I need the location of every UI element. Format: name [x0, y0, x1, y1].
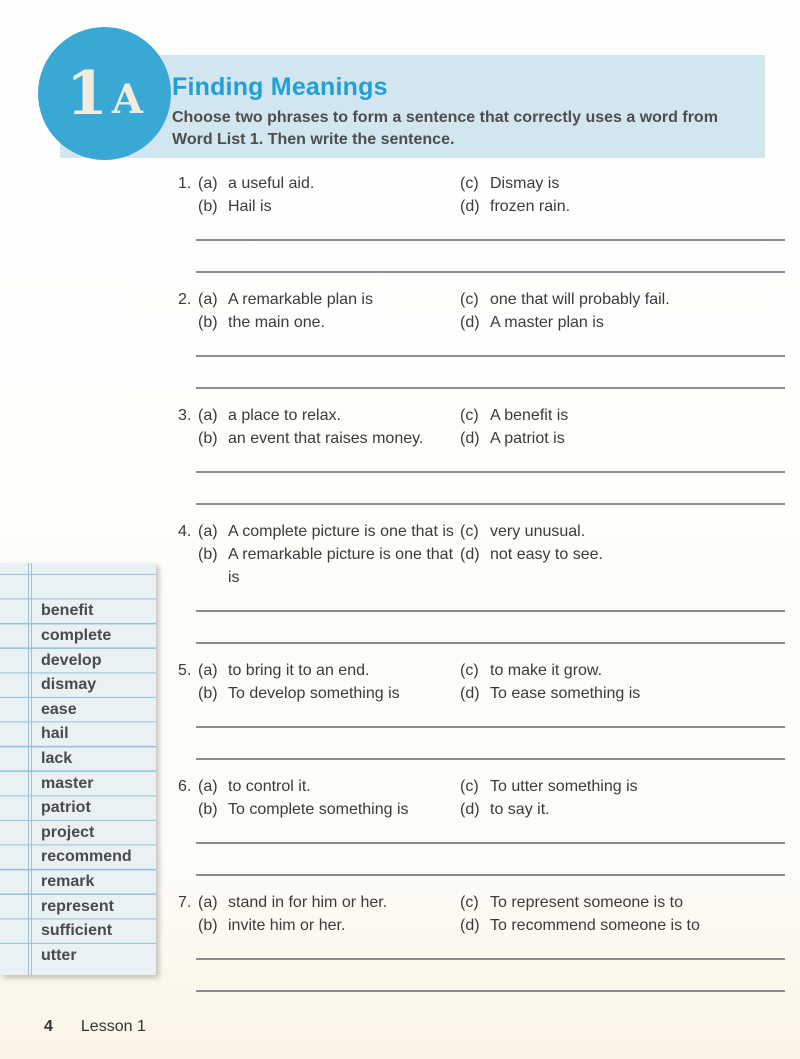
option-a [198, 404, 460, 427]
option-c [460, 172, 785, 195]
footer [44, 1018, 146, 1036]
option-a [198, 288, 460, 311]
option-c-label: (c) [460, 523, 479, 540]
options-right-column [460, 659, 785, 705]
exercise-instructions: Choose two phrases to form a sentence that correctly uses a word from Word List 1. Then write the sentence. [172, 109, 718, 148]
question [178, 172, 785, 273]
option-d-label: (d) [460, 685, 480, 702]
option-b [198, 311, 460, 334]
option-a-text: A complete picture is one that is [228, 523, 454, 540]
option-c [460, 404, 785, 427]
question-number: 7. [178, 894, 192, 911]
option-c-text: To utter something is [490, 778, 638, 795]
option-c-label: (c) [460, 175, 479, 192]
option-a-label: (a) [198, 407, 218, 424]
option-b-text: Hail is [228, 198, 272, 215]
option-a-text: a place to relax. [228, 407, 341, 424]
option-d-text: frozen rain. [490, 198, 571, 215]
option-d [460, 682, 785, 705]
option-c-text: A benefit is [490, 407, 569, 424]
word-list-item: dismay [41, 676, 97, 694]
answer-write-line[interactable] [196, 271, 785, 273]
question-number: 6. [178, 778, 192, 795]
word-list-item: hail [41, 725, 69, 743]
options-right-column [460, 288, 785, 334]
options-right-column [460, 520, 785, 589]
option-d [460, 427, 785, 450]
answer-write-line[interactable] [196, 610, 785, 612]
option-a-label: (a) [198, 894, 218, 911]
option-a-label: (a) [198, 778, 218, 795]
option-d-text: to say it. [490, 801, 550, 818]
answer-write-line[interactable] [196, 874, 785, 876]
questions [178, 172, 785, 1007]
option-b-label: (b) [198, 917, 218, 934]
options-left-column [198, 404, 460, 450]
word-list-item: ease [41, 700, 77, 718]
word-list [0, 599, 156, 968]
question [178, 404, 785, 505]
option-d-text: A patriot is [490, 430, 565, 447]
options-right-column [460, 891, 785, 937]
answer-write-line[interactable] [196, 758, 785, 760]
option-c [460, 288, 785, 311]
option-d-label: (d) [460, 917, 480, 934]
options-left-column [198, 891, 460, 937]
word-list-item: complete [41, 626, 112, 644]
option-c-text: Dismay is [490, 175, 560, 192]
answer-write-line[interactable] [196, 842, 785, 844]
option-b-label: (b) [198, 801, 218, 818]
word-list-item: recommend [41, 848, 132, 866]
word-list-item: remark [41, 872, 95, 890]
option-c [460, 775, 785, 798]
answer-write-line[interactable] [196, 642, 785, 644]
option-d [460, 195, 785, 218]
word-list-item: develop [41, 651, 102, 669]
word-list-item: master [41, 774, 94, 792]
answer-write-line[interactable] [196, 990, 785, 992]
option-c-text: To represent someone is to [490, 894, 683, 911]
option-d [460, 798, 785, 821]
option-d-label: (d) [460, 430, 480, 447]
option-a-text: a useful aid. [228, 175, 315, 192]
question-number: 4. [178, 523, 192, 540]
question-options [178, 404, 785, 450]
option-a-label: (a) [198, 523, 218, 540]
option-b-text: the main one. [228, 314, 325, 331]
option-c [460, 659, 785, 682]
option-b-label: (b) [198, 314, 218, 331]
question [178, 520, 785, 644]
option-a [198, 775, 460, 798]
word-list-item: project [41, 823, 95, 841]
options-left-column [198, 659, 460, 705]
option-b-label: (b) [198, 430, 218, 447]
option-a [198, 891, 460, 914]
answer-write-line[interactable] [196, 503, 785, 505]
option-b-label: (b) [198, 198, 218, 215]
option-c-label: (c) [460, 407, 479, 424]
word-list-item: utter [41, 946, 77, 964]
option-b [198, 682, 460, 705]
option-b [198, 543, 460, 589]
option-a [198, 520, 460, 543]
option-a [198, 659, 460, 682]
question-options [178, 659, 785, 705]
word-list-item: benefit [41, 602, 94, 620]
word-list-item: lack [41, 749, 73, 767]
word-list-item: patriot [41, 799, 91, 817]
option-c-label: (c) [460, 778, 479, 795]
option-b-text: A remarkable picture is one that is [228, 546, 454, 586]
answer-write-line[interactable] [196, 726, 785, 728]
question-number: 3. [178, 407, 192, 424]
question-options [178, 775, 785, 821]
question [178, 288, 785, 389]
answer-write-line[interactable] [196, 958, 785, 960]
option-c-label: (c) [460, 291, 479, 308]
option-a-label: (a) [198, 662, 218, 679]
option-c-text: to make it grow. [490, 662, 603, 679]
option-b [198, 914, 460, 937]
options-left-column [198, 775, 460, 821]
option-d-text: To ease something is [490, 685, 641, 702]
option-b-text: To complete something is [228, 801, 409, 818]
question [178, 659, 785, 760]
option-b-text: To develop something is [228, 685, 400, 702]
options-right-column [460, 775, 785, 821]
option-c [460, 891, 785, 914]
option-d-text: To recommend someone is to [490, 917, 700, 934]
options-left-column [198, 172, 460, 218]
page-title: Finding Meanings [172, 73, 388, 101]
option-a [198, 172, 460, 195]
option-a-text: stand in for him or her. [228, 894, 388, 911]
lesson-badge [38, 27, 171, 160]
option-a-label: (a) [198, 175, 218, 192]
option-a-text: A remarkable plan is [228, 291, 373, 308]
page-number: 4 [44, 1018, 53, 1035]
word-list-panel [0, 563, 156, 975]
answer-write-line[interactable] [196, 471, 785, 473]
option-a-text: to control it. [228, 778, 311, 795]
option-d [460, 543, 785, 566]
option-d-label: (d) [460, 198, 480, 215]
options-left-column [198, 288, 460, 334]
option-d-label: (d) [460, 801, 480, 818]
option-b [198, 427, 460, 450]
option-b [198, 798, 460, 821]
option-d [460, 311, 785, 334]
options-left-column [198, 520, 460, 589]
question-number: 5. [178, 662, 192, 679]
word-list-item: represent [41, 897, 114, 915]
option-b-text: invite him or her. [228, 917, 346, 934]
option-d-label: (d) [460, 314, 480, 331]
options-right-column [460, 172, 785, 218]
option-c-text: one that will probably fail. [490, 291, 670, 308]
option-b-label: (b) [198, 546, 218, 563]
answer-write-line[interactable] [196, 355, 785, 357]
options-right-column [460, 404, 785, 450]
option-d-text: not easy to see. [490, 546, 603, 563]
option-a-text: to bring it to an end. [228, 662, 370, 679]
lesson-label: Lesson 1 [80, 1018, 146, 1035]
question-options [178, 891, 785, 937]
option-a-label: (a) [198, 291, 218, 308]
question [178, 775, 785, 876]
option-c-label: (c) [460, 662, 479, 679]
option-b-label: (b) [198, 685, 218, 702]
option-d-text: A master plan is [490, 314, 604, 331]
option-c-label: (c) [460, 894, 479, 911]
option-b-text: an event that raises money. [228, 430, 424, 447]
question-options [178, 172, 785, 218]
word-list-item: sufficient [41, 922, 113, 940]
option-c [460, 520, 785, 543]
question [178, 891, 785, 992]
question-number: 2. [178, 291, 192, 308]
question-options [178, 288, 785, 334]
option-c-text: very unusual. [490, 523, 586, 540]
question-number: 1. [178, 175, 192, 192]
answer-write-line[interactable] [196, 239, 785, 241]
option-b [198, 195, 460, 218]
option-d [460, 914, 785, 937]
question-options [178, 520, 785, 589]
lesson-letter: A [111, 75, 143, 123]
lesson-number: 1 [66, 58, 108, 129]
answer-write-line[interactable] [196, 387, 785, 389]
option-d-label: (d) [460, 546, 480, 563]
